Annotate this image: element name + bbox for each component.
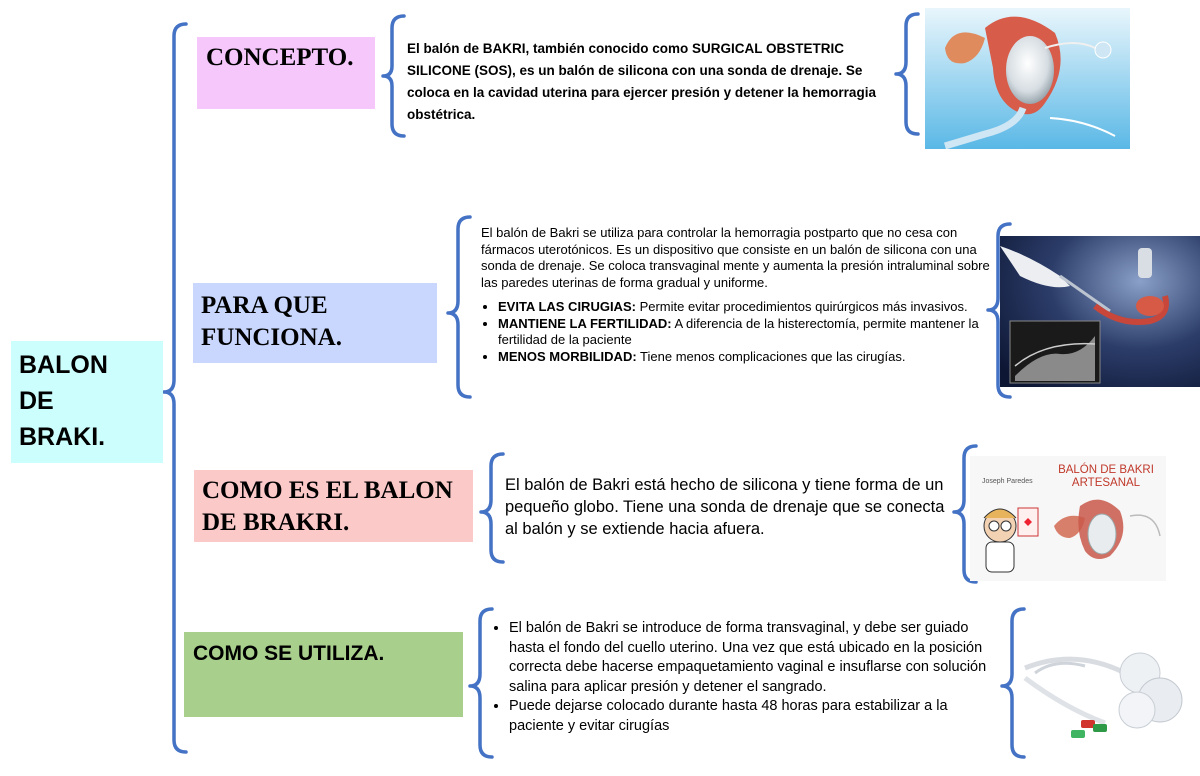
para-brace (448, 217, 470, 397)
para-que-intro: El balón de Bakri se utiliza para controlar la hemorragia postparto que no cesa con fármacos uterotónicos. Es un dispositivo que consiste en un balón de silicona con una sonda de drenaje. Se coloca transvaginal mente y aumenta la presión intraluminal sobre las paredes uterinas de forma gradual y uniforme. (481, 225, 990, 290)
para-que-description (481, 225, 991, 365)
list-item: • MANTIENE LA FERTILIDAD: A diferencia de la histerectomía, permite mantener la fertilidad de la paciente (498, 316, 991, 349)
artisan-balloon-image (970, 456, 1166, 581)
list-item: • EVITA LAS CIRUGIAS: Permite evitar procedimientos quirúrgicos más invasivos. (498, 299, 991, 316)
uterus-balloon-illustration (925, 8, 1130, 149)
concepto-title: CONCEPTO. (206, 44, 354, 71)
como-se-steps-list (489, 619, 999, 736)
root-brace (164, 24, 186, 752)
list-item: • Puede dejarse colocado durante hasta 48 horas para estabilizar a la paciente y evitar cirugías (509, 697, 999, 736)
concepto-img-brace (896, 14, 918, 134)
ultrasound-procedure-image (1000, 236, 1200, 387)
concepto-description: El balón de BAKRI, también conocido como SURGICAL OBSTETRIC SILICONE (SOS), es un balón de silicona con una sonda de drenaje. Se coloca en la cavidad uterina para ejercer presión y detener la hemorragia obstétrica. (407, 41, 876, 122)
como-es-node (194, 470, 473, 542)
root-title: BALON DE BRAKI. (19, 351, 108, 451)
artisan-image-title: BALÓN DE BAKRI ARTESANAL (1058, 464, 1154, 489)
artisan-image-author: Joseph Paredes (982, 478, 1033, 485)
como-se-title: COMO SE UTILIZA. (193, 642, 385, 665)
para-que-node (193, 283, 437, 363)
para-que-title: PARA QUE FUNCIONA. (201, 292, 342, 351)
concepto-brace (383, 16, 404, 136)
list-item: • MENOS MORBILIDAD: Tiene menos complicaciones que las cirugías. (498, 349, 991, 366)
concepto-node (197, 37, 375, 109)
como-es-description: El balón de Bakri está hecho de silicona y tiene forma de un pequeño globo. Tiene una sonda de drenaje que se conecta al balón y se extiende hacia afuera. (505, 476, 945, 538)
para-que-benefits-list (481, 299, 991, 365)
list-item: • El balón de Bakri se introduce de forma transvaginal, y debe ser guiado hasta el fondo del cuello uterino. Una vez que está ubicado en la posición correcta debe hacerse empaquetamiento vaginal e insuflarse con solución salina para aplicar presión y detener el sangrado. (509, 619, 999, 697)
como-se-node (184, 632, 463, 717)
como-es-brace (481, 454, 503, 562)
root-node (11, 341, 163, 463)
bakri-balloon-product-image (1015, 638, 1185, 750)
como-se-description (489, 619, 999, 736)
como-es-title: COMO ES EL BALON DE BRAKRI. (202, 477, 453, 536)
